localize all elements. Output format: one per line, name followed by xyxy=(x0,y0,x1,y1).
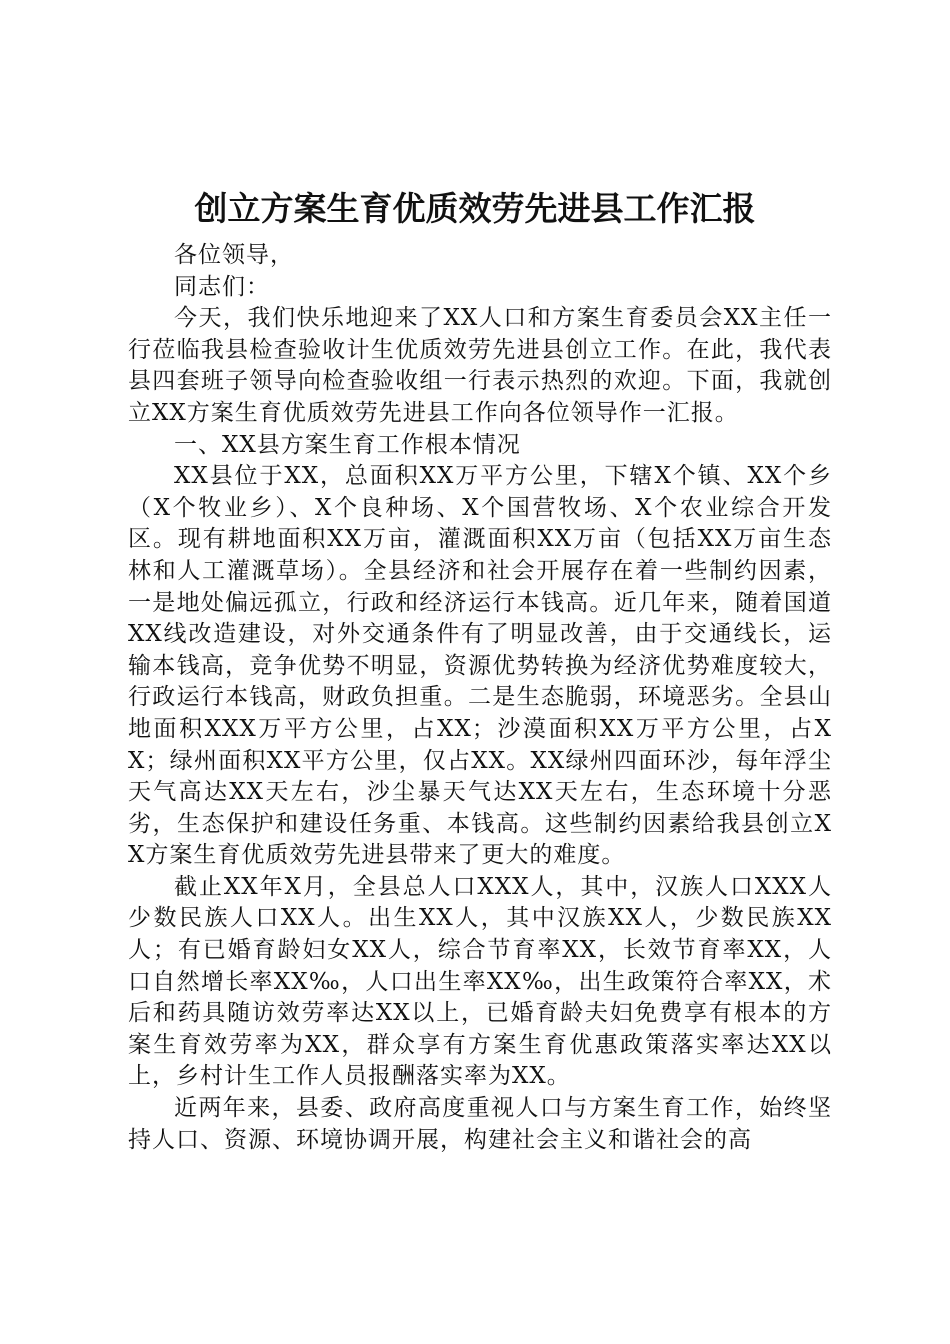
salutation-leaders: 各位领导， xyxy=(174,242,294,268)
document-body xyxy=(128,240,832,1156)
salutation-comrades: 同志们： xyxy=(174,273,270,300)
document-title: 创立方案生育优质效劳先进县工作汇报 xyxy=(194,189,756,228)
paragraph-recent-years: 近两年来，县委、政府高度重视人口与方案生育工作，始终坚持人口、资源、环境协调开展，构建社会主义和谐社会的高 xyxy=(128,1095,832,1153)
paragraph-county-overview: XX县位于XX，总面积XX万平方公里，下辖X个镇、XX个乡（X个牧业乡）、X个良种场、X个国营牧场、X个农业综合开发区。现有耕地面积XX万亩，灌溉面积XX万亩（包括XX万亩生态林和人工灌溉草场）。全县经济和社会开展存在着一些制约因素，一是地处偏远孤立，行政和经济运行本钱高。近几年来，随着国道XX线改造建设，对外交通条件有了明显改善，由于交通线长，运输本钱高，竞争优势不明显，资源优势转换为经济优势难度较大，行政运行本钱高，财政负担重。二是生态脆弱，环境恶劣。全县山地面积XXX万平方公里，占XX；沙漠面积XX万平方公里，占XX；绿州面积XX平方公里，仅占XX。XX绿州四面环沙，每年浮尘天气高达XX天左右，沙尘暴天气达XX天左右，生态环境十分恶劣，生态保护和建设任务重、本钱高。这些制约因素给我县创立XX方案生育优质效劳先进县带来了更大的难度。 xyxy=(128,463,832,869)
section-heading-1: 一、XX县方案生育工作根本情况 xyxy=(174,431,521,458)
paragraph-welcome: 今天，我们快乐地迎来了XX人口和方案生育委员会XX主任一行莅临我县检查验收计生优质效劳先进县创立工作。在此，我代表县四套班子领导向检查验收组一行表示热烈的欢迎。下面，我就创立XX方案生育优质效劳先进县工作向各位领导作一汇报。 xyxy=(128,305,832,426)
paragraph-population-stats: 截止XX年X月，全县总人口XXX人，其中，汉族人口XXX人少数民族人口XX人。出生XX人，其中汉族XX人，少数民族XX人；有已婚育龄妇女XX人，综合节育率XX，长效节育率XX，人口自然增长率XX‰，人口出生率XX‰，出生政策符合率XX，术后和药具随访效劳率达XX以上，已婚育龄夫妇免费享有根本的方案生育效劳率为XX，群众享有方案生育优惠政策落实率达XX以上，乡村计生工作人员报酬落实率为XX。 xyxy=(128,873,832,1090)
